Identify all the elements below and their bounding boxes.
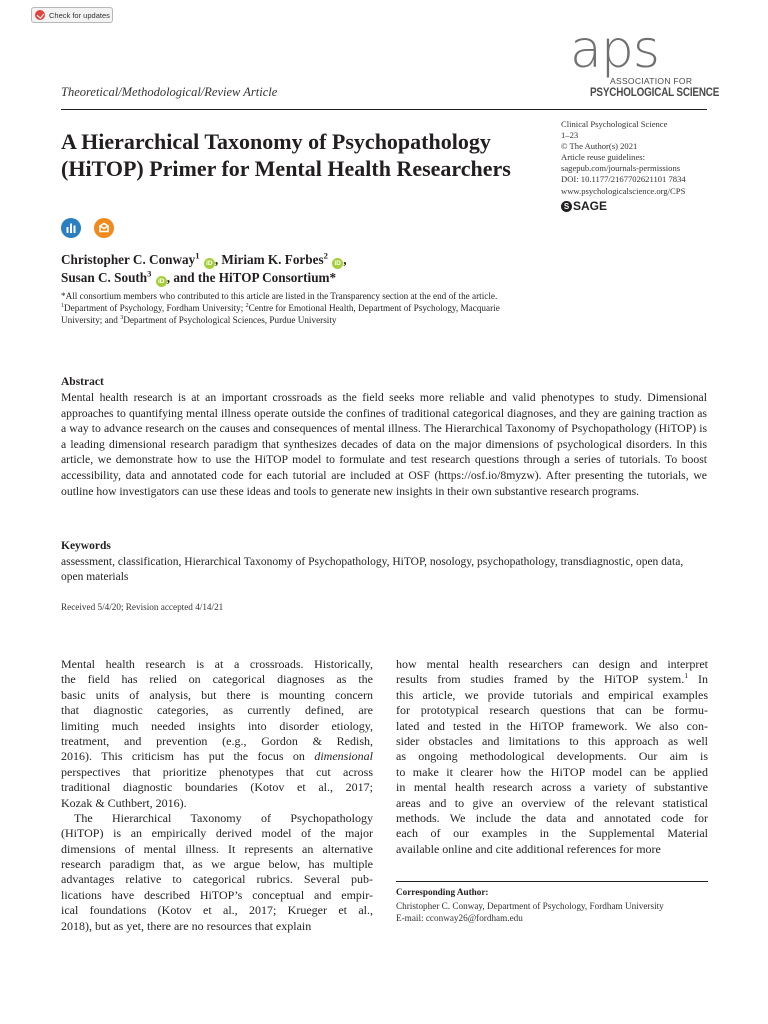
- check-mark-icon: [35, 10, 45, 20]
- sage-logo: [561, 199, 607, 213]
- article-title: A Hierarchical Taxonomy of Psychopathology (HiTOP) Primer for Mental Health Researchers: [61, 129, 511, 181]
- body-text-line: The Hierarchical Taxonomy of Psychopathology: [74, 810, 373, 825]
- check-for-updates-button[interactable]: [31, 7, 113, 23]
- body-text-line: for prototypical research questions that can be formu-: [396, 703, 708, 718]
- affiliation-marker: 2: [245, 303, 249, 310]
- page-range: 1–23: [561, 130, 579, 141]
- body-text-line: 2018), but as yet, there are no resources that explain: [61, 918, 312, 933]
- materials-icon: [94, 218, 114, 238]
- body-text-line: lated and tested in the HiTOP framework. We also con-: [396, 718, 708, 733]
- orcid-icon[interactable]: iD: [332, 258, 343, 269]
- abstract-text: Mental health research is at an important crossroads as the field seeks more reliable and valid phenotypes to study. Dimensional approaches to quantifying mental illness operate outside the confines of traditional categorical diagnoses, and they are gaining traction as a way to advance research on the causes and consequences of mental illness. The Hierarchical Taxonomy of Psychopathology (HiTOP) is a leading dimensional research paradigm that synthesizes decades of data on the major dimensions of psychological disorders. In this article, we demonstrate how to use the HiTOP model to formulate and test research questions through a series of tutorials. To boost accessibility, data and annotated code for each tutorial are included at OSF (https://osf.io/8myzw). After presenting the tutorials, we outline how investigators can use these ideas and tools to generate new insights in their own substantive research programs.: [61, 391, 707, 498]
- body-text-line: treatment, and prevention (e.g., Gordon & Redish,: [61, 733, 373, 748]
- body-text-line: as ongoing methodological developments. Our aim is: [396, 749, 708, 764]
- orcid-icon[interactable]: iD: [156, 276, 167, 287]
- body-text-line: advantages relative to categorical rubrics. Several pub-: [61, 872, 373, 887]
- corresponding-address: Christopher C. Conway, Department of Psychology, Fordham University: [396, 901, 664, 911]
- affiliation-marker: 3: [120, 315, 124, 322]
- body-column-left: [61, 657, 373, 934]
- journal-name: Clinical Psychological Science: [561, 119, 668, 129]
- body-text-line: lications have described HiTOP’s conceptual and empir-: [61, 887, 373, 902]
- consortium-note: *All consortium members who contributed to this article are listed in the Transparency section at the end of the article.: [61, 291, 498, 301]
- body-text-line: that diagnostic categories, as currently defined, are: [61, 703, 373, 718]
- corresponding-email[interactable]: E-mail: cconway26@fordham.edu: [396, 913, 523, 924]
- body-text-line: results from studies framed by the HiTOP system.$^1$ In: [396, 672, 708, 687]
- author-name[interactable]: Susan C. South: [61, 270, 148, 285]
- corresponding-heading: Corresponding Author:: [396, 887, 489, 897]
- author-name[interactable]: Miriam K. Forbes: [221, 252, 324, 267]
- body-text-line: 2016). This criticism has put the focus on dimensional: [61, 749, 373, 764]
- body-text-line: sider obstacles and limitations to this approach as well: [396, 733, 708, 748]
- article-type: Theoretical/Methodological/Review Article: [61, 85, 278, 99]
- body-text-line: traditional diagnostic boundaries (Kotov et al., 2017;: [61, 780, 373, 795]
- open-materials-badge[interactable]: [94, 218, 114, 238]
- aps-logo-line1: ASSOCIATION FOR: [610, 76, 693, 86]
- body-text-line: Kozak & Cuthbert, 2016).: [61, 795, 187, 810]
- body-text-line: in mental health research across a variety of substantive: [396, 780, 708, 795]
- author-name[interactable]: Christopher C. Conway: [61, 252, 196, 267]
- body-text-line: ical foundations (Kotov et al., 2017; Krueger et al.,: [61, 903, 373, 918]
- sage-label: SAGE: [573, 199, 608, 213]
- bar-chart-icon: [61, 218, 81, 238]
- aps-logo: [566, 20, 720, 104]
- abstract-heading: Abstract: [61, 376, 104, 388]
- keywords-heading: Keywords: [61, 540, 111, 552]
- body-text-line: basic units of analysis, but there is mounting concern: [61, 687, 373, 702]
- body-text-line: this article, we provide tutorials and empirical examples: [396, 687, 708, 702]
- corresponding-divider: [396, 881, 708, 882]
- body-text-line: areas and to give an overview of the relevant statistical: [396, 795, 708, 810]
- check-for-updates-label: Check for updates: [49, 10, 110, 20]
- consortium-author: , and the HiTOP Consortium*: [166, 270, 337, 285]
- received-dates: Received 5/4/20; Revision accepted 4/14/21: [61, 602, 224, 612]
- affiliation-marker: 1: [195, 250, 200, 261]
- body-text-line: Mental health research is at a crossroads. Historically,: [61, 657, 373, 671]
- body-text-line: methods. We include the data and annotated code for: [396, 810, 708, 825]
- body-text-line: perspectives that prioritize phenotypes that cut across: [61, 764, 373, 779]
- affiliation-3: Department of Psychological Sciences, Purdue University: [123, 315, 337, 326]
- aps-logo-mark: aps: [570, 20, 659, 80]
- body-text-line: the field has relied on categorical diagnoses as the: [61, 672, 373, 687]
- orcid-icon[interactable]: iD: [204, 258, 215, 269]
- corresponding-details: [396, 900, 708, 925]
- body-column-right: [396, 657, 708, 857]
- body-text-line: to make it clearer how the HiTOP model can be applied: [396, 764, 708, 779]
- body-text-line: how mental health researchers can design and interpret: [396, 657, 708, 671]
- reuse-guidelines-label: Article reuse guidelines:: [561, 152, 645, 163]
- author-list: Christopher C. Conway$^1$ iD , Miriam K. Forbes$^2$ iD , Susan C. South$^3$ iD , and the HiTOP Consortium*: [61, 250, 347, 285]
- affiliations: [61, 290, 541, 327]
- body-text-line: limiting much needed insights into disorder etiology,: [61, 718, 373, 733]
- header-divider: [61, 109, 707, 110]
- body-text-line: dimensions of mental illness. It represents an alternative: [61, 841, 373, 856]
- body-text-line: each of our examples in the Supplemental Material: [396, 826, 708, 841]
- body-text-line: research paradigm that, as we argue below, has multiple: [61, 857, 373, 872]
- journal-website-link[interactable]: www.psychologicalscience.org/CPS: [561, 185, 686, 196]
- doi[interactable]: DOI: 10.1177/2167702621101 7834: [561, 174, 686, 185]
- affiliation-1: Department of Psychology, Fordham University;: [63, 303, 244, 314]
- body-text-line: available online and cite additional references for more: [396, 841, 661, 856]
- affiliation-marker: 3: [147, 268, 152, 279]
- open-data-badge[interactable]: [61, 218, 81, 238]
- aps-logo-line2: PSYCHOLOGICAL SCIENCE: [590, 87, 720, 99]
- permissions-link[interactable]: sagepub.com/journals-permissions: [561, 163, 681, 174]
- sage-s-icon: S: [561, 201, 572, 212]
- affiliation-marker: 2: [323, 250, 328, 261]
- journal-info: [561, 119, 731, 197]
- keywords-text: assessment, classification, Hierarchical Taxonomy of Psychopathology, HiTOP, nosology, psychopathology, transdiagnostic, open data, open materials: [61, 556, 684, 584]
- affiliation-marker: 1: [61, 303, 64, 310]
- affiliation-2: Centre for Emotional Health, Department of Psychology, Macquarie University; and: [61, 303, 500, 326]
- copyright: © The Author(s) 2021: [561, 141, 638, 152]
- body-text-line: (HiTOP) is an empirically derived model of the major: [61, 826, 373, 841]
